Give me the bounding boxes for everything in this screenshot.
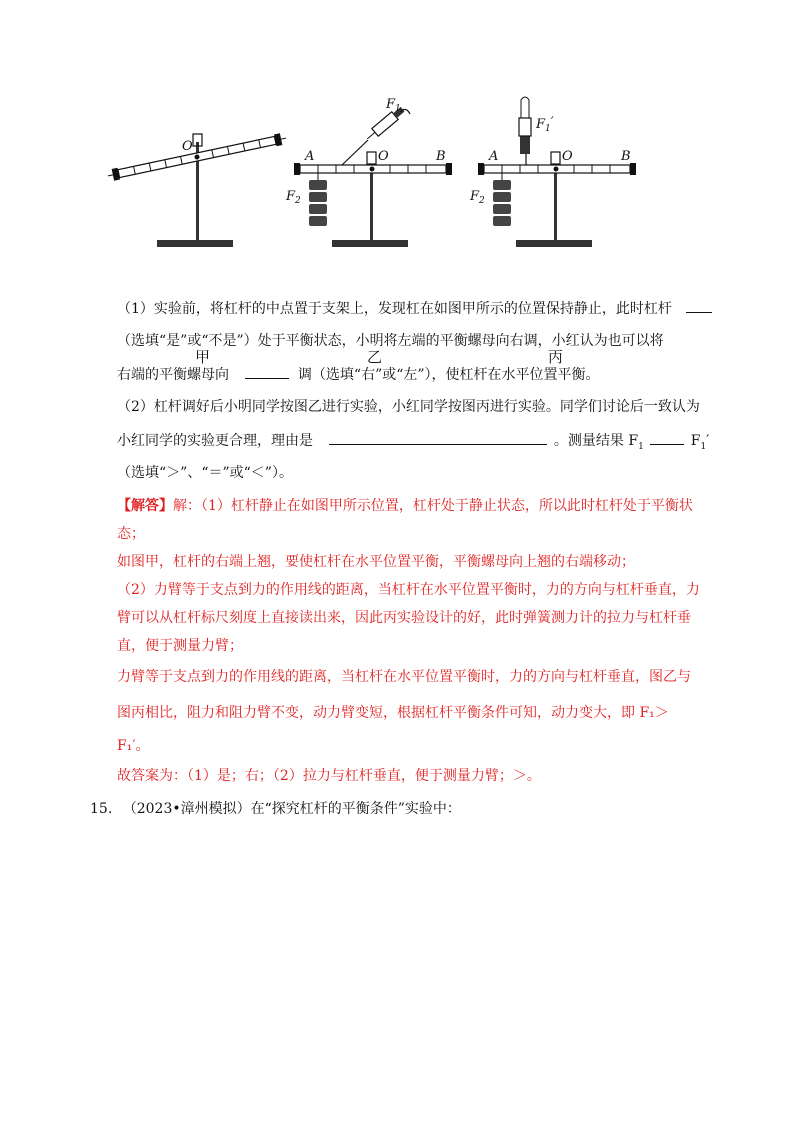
stand-base [516,240,592,247]
answer-line-3: 如图甲，杠杆的右端上翘，要使杠杆在水平位置平衡，平衡螺母向上翘的右端移动； [117,554,635,570]
question-part1-line2: （选填“是”或“不是”）处于平衡状态，小明将左端的平衡螺母向右调，小红认为也可以将 [117,333,664,349]
question-part1-line1: （1）实验前，将杠杆的中点置于支架上，发现杠在如图甲所示的位置保持静止，此时杠杆 [117,298,712,319]
answer-line-5: 臂可以从杠杆标尺刻度上直接读出来，因此丙实验设计的好，此时弹簧测力计的拉力与杠杆垂 [117,610,691,626]
caption-yi: 乙 [367,348,383,366]
answer-blank-1[interactable] [686,298,712,313]
weight [493,192,511,202]
question-part1-line3: 右端的平衡螺母向 调（选填“右”或“左”），使杠杆在水平位置平衡。 [117,364,600,385]
question-part2-line1: （2）杠杆调好后小明同学按图乙进行实验，小红同学按图丙进行实验。同学们讨论后一致认为 [117,399,700,415]
force-f2-label-yi: $F_2$ [286,189,301,206]
stand-base [157,240,233,247]
answer-blank-4[interactable] [650,430,684,445]
answer-line-7: 力臂等于支点到力的作用线的距离，当杠杆在水平位置平衡时，力的方向与杠杆垂直，图乙与 [117,669,691,685]
weight [309,192,327,202]
force-f2-label-bing: $F_2$ [470,189,485,206]
weight [309,204,327,214]
caption-bing: 丙 [548,348,564,366]
answer-line-1: 【解答】解：（1）杠杆静止在如图甲所示位置，杠杆处于静止状态，所以此时杠杆处于平衡状 [117,498,693,514]
force-f1-label: $F_1$ [386,97,401,114]
question-number: 15. [90,801,113,817]
figure-yi [285,97,452,247]
answer-blank-2[interactable] [245,364,289,379]
scale-hook-line [342,140,368,165]
spring-scale-top [519,118,531,136]
weight [309,216,327,226]
weight [493,216,511,226]
stand-base [332,240,408,247]
weight [309,180,327,190]
weight [493,180,511,190]
question-part2-line3: （选填“＞”、“＝”或“＜”）。 [117,465,293,481]
stand-pole [554,164,557,240]
answer-line-9: F₁′。 [117,738,150,754]
answer-line-6: 直，便于测量力臂； [117,638,243,654]
end-b-label-yi: B [436,149,446,164]
question-part2-line2: 小红同学的实验更合理，理由是 。测量结果 $F_1$ $F_1'$ [117,430,709,457]
answer-line-2: 态； [117,526,145,542]
next-question [90,799,461,819]
end-a-label-yi: A [305,149,315,164]
end-a-label-bing: A [489,149,499,164]
weight [493,204,511,214]
pivot-holder [367,152,376,164]
end-b-label-bing: B [621,149,631,164]
stand-pole [370,164,373,240]
caption-jia: 甲 [195,348,211,366]
pivot-label-yi: O [378,149,389,164]
answer-line-4: （2）力臂等于支点到力的作用线的距离，当杠杆在水平位置平衡时，力的方向与杠杆垂直，力 [117,582,700,598]
pivot-label-bing: O [562,149,573,164]
answer-blank-3[interactable] [329,430,547,445]
pivot-holder [551,152,560,164]
figure-jia [107,132,288,247]
pivot-label-jia: O [182,139,193,154]
answer-line-8: 图丙相比，阻力和阻力臂不变，动力臂变短，根据杠杆平衡条件可知，动力变大，即 F₁＞ [117,705,669,721]
spring-scale-body [520,136,530,154]
answer-line-10: 故答案为：（1）是；右；（2）拉力与杠杆垂直，便于测量力臂；＞。 [117,768,541,784]
force-f1-prime-label: $F_1'$ [536,115,554,134]
figure-bing [469,97,636,247]
lever-diagram [100,92,660,277]
answer-heading: 【解答】 [117,498,173,514]
question-text: （2023•漳州模拟）在“探究杠杆的平衡条件”实验中： [122,801,461,817]
